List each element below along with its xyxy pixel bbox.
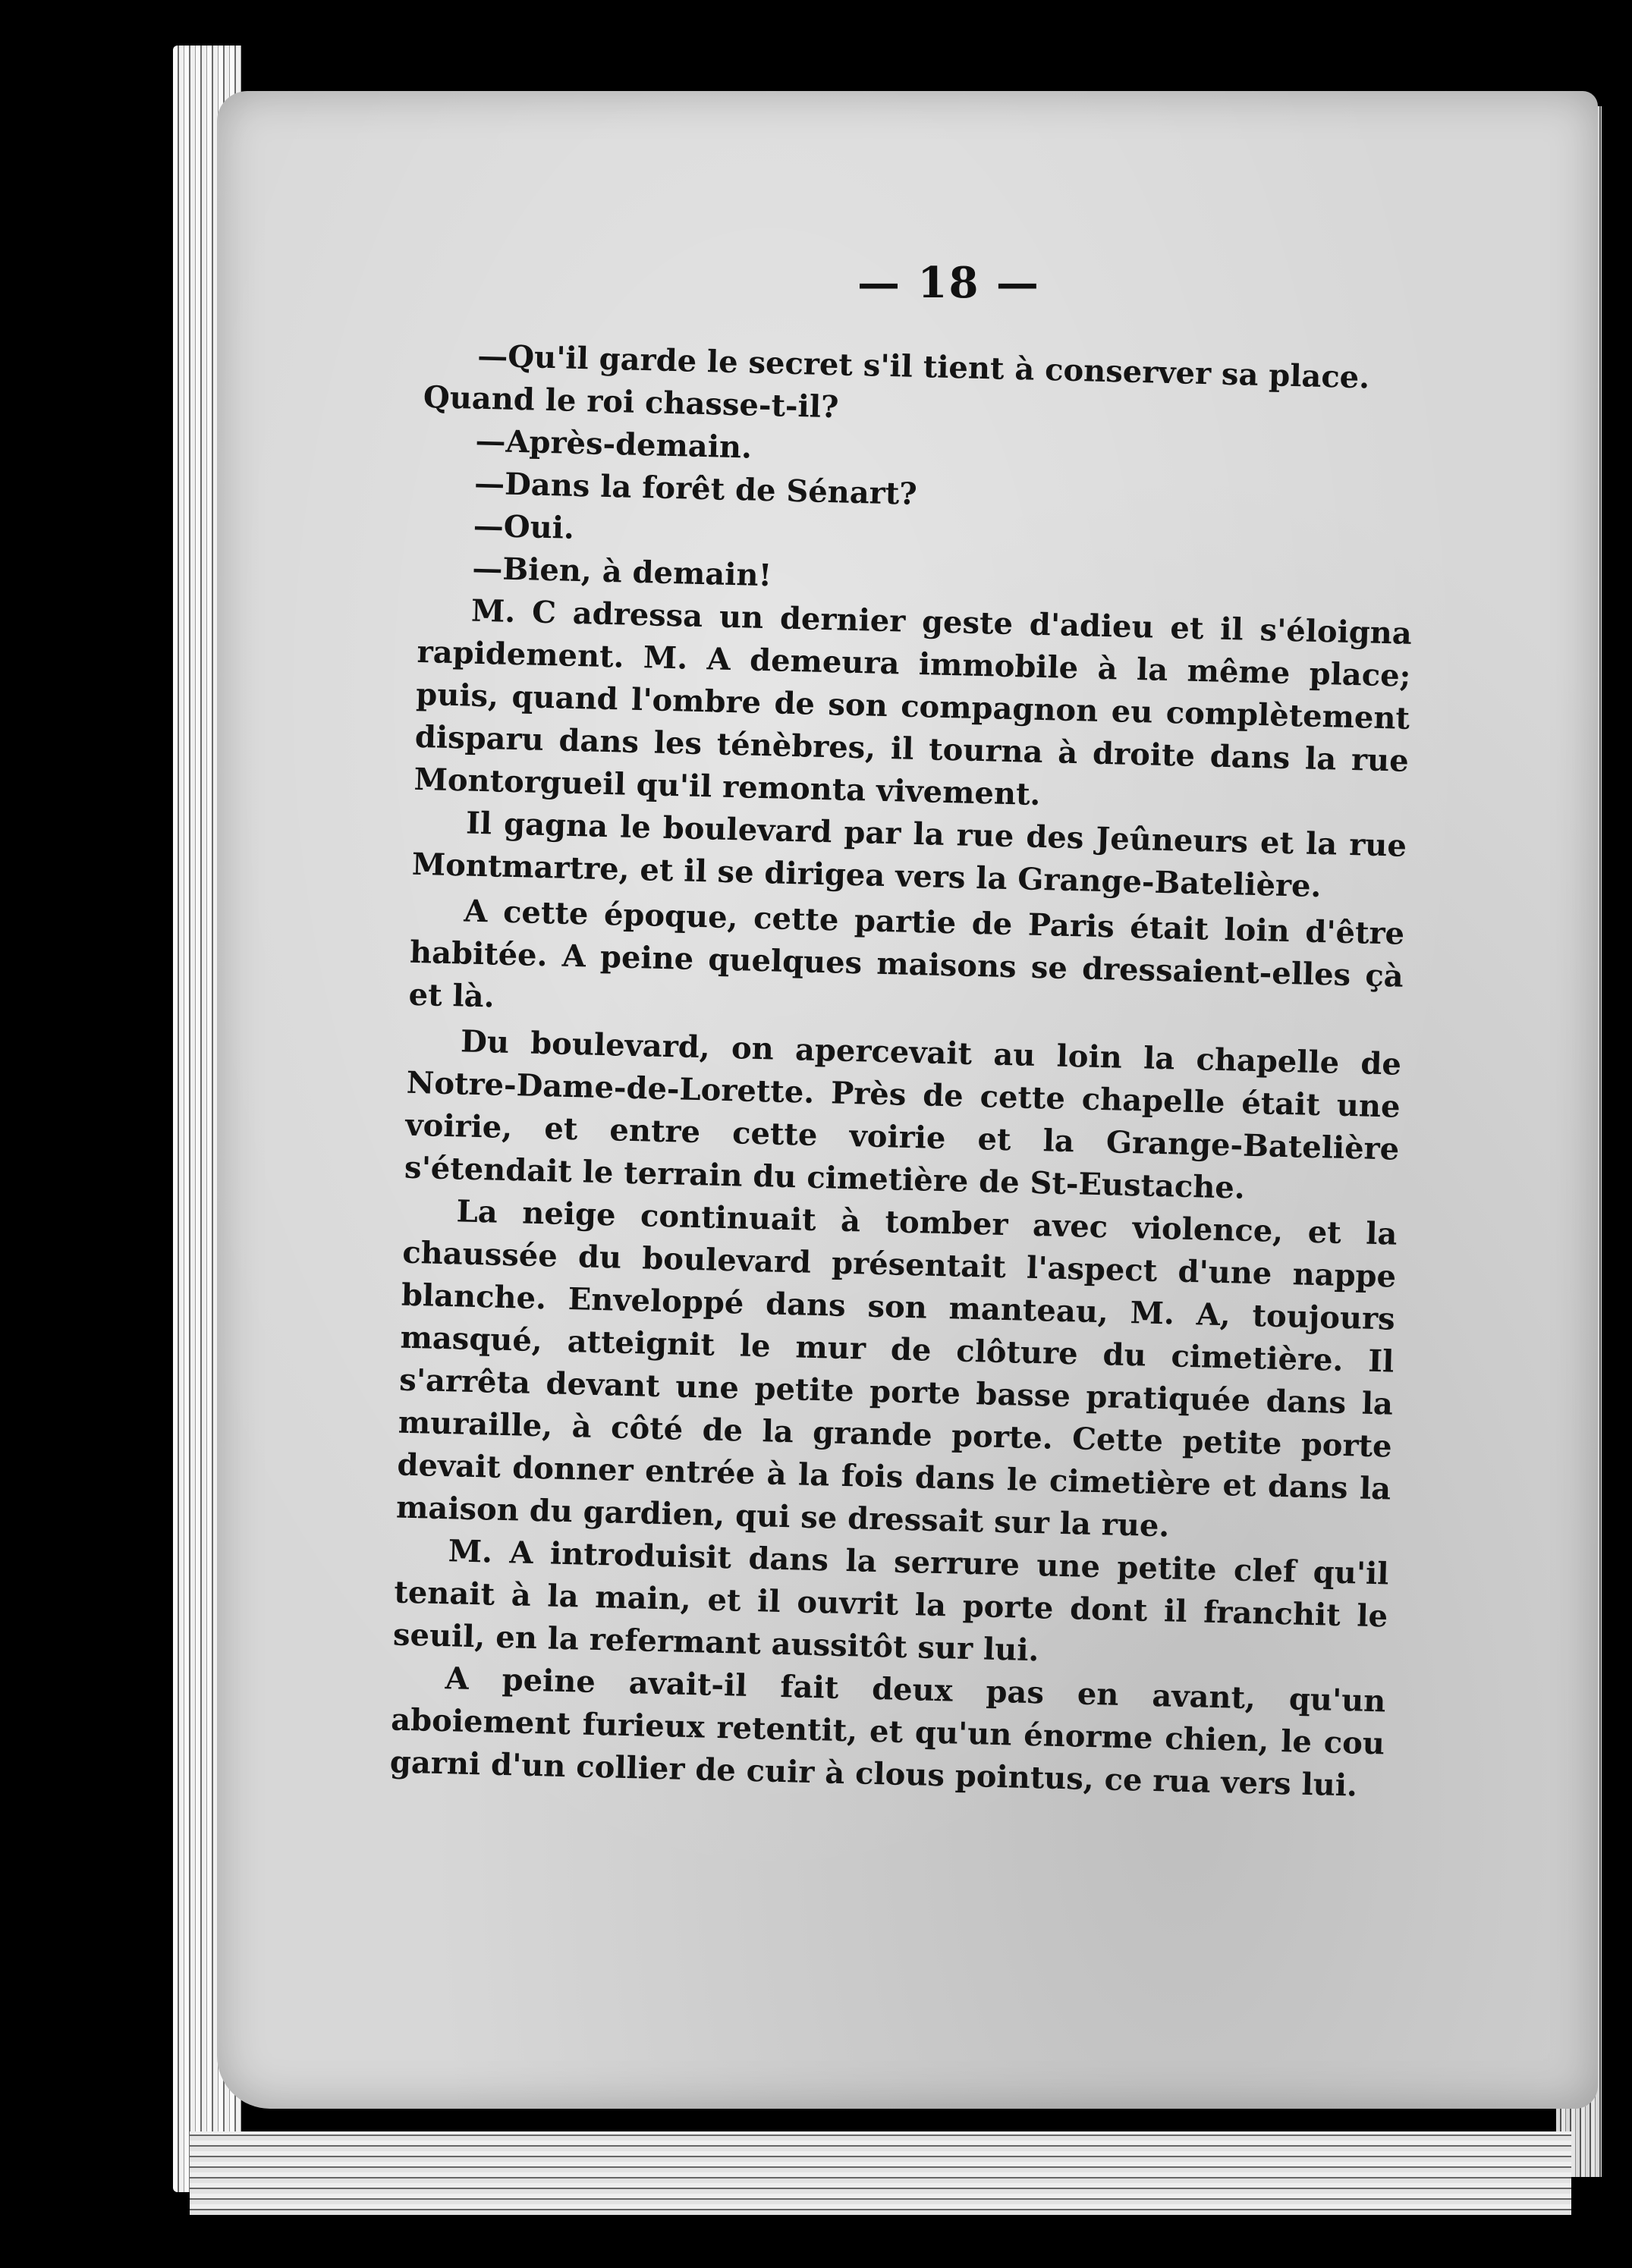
paragraph: Il gagna le boulevard par la rue des Jeûneurs et la rue Montmartre, et il se dirigea vers la Grange-Batelière.	[411, 805, 1407, 905]
page-text-block	[389, 334, 1418, 1808]
paragraph: A peine avait-il fait deux pas en avant, qu'un aboiement furieux retentit, et qu'un énorme chien, le cou garni d'un collier de cuir à clous pointus, ce rua vers lui.	[389, 1660, 1386, 1804]
paragraph: M. C adressa un dernier geste d'adieu et il s'éloigna rapidement. M. A demeura immobile à la même place; puis, quand l'ombre de son compagnon eu complètement disparu dans les ténèbres, il tourna à droite dans la rue Montorgueil qu'il remonta vivement.	[414, 592, 1413, 812]
paragraph: —Après-demain.	[474, 423, 753, 466]
paragraph: —Qu'il garde le secret s'il tient à conserver sa place. Quand le roi chasse-t-il?	[423, 338, 1370, 426]
paragraph: La neige continuait à tomber avec violence, et la chaussée du boulevard présentait l'aspect d'une nappe blanche. Enveloppé dans son manteau, M. A, toujours masqué, atteignit le mur de clôture du cimetière. Il s'arrêta devant une petite porte basse pratiquée dans la muraille, à côté de la grande porte. Cette petite porte devait donner entrée à la fois dans le cimetière et dans la maison du gardien, qui se dressait sur la rue.	[395, 1193, 1398, 1544]
book-page-edges-bottom	[190, 2131, 1571, 2215]
paragraph: —Oui.	[473, 507, 575, 546]
paragraph: Du boulevard, on apercevait au loin la chapelle de Notre-Dame-de-Lorette. Près de cette chapelle était une voirie, et entre cette voirie et la Grange-Batelière s'étendait le terrain du cimetière de St-Eustache.	[404, 1023, 1402, 1206]
page-number: — 18 —	[857, 258, 1040, 308]
paragraph: M. A introduisit dans la serrure une petite clef qu'il tenait à la main, et il ouvrit la porte dont il franchit le seuil, en la refermant aussitôt sur lui.	[392, 1533, 1390, 1669]
paragraph: A cette époque, cette partie de Paris était loin d'être habitée. A peine quelques maisons se dressaient-elles çà et là.	[408, 893, 1405, 1015]
paragraph: —Dans la forêt de Sénart?	[473, 465, 918, 512]
paragraph: —Bien, à demain!	[471, 550, 772, 594]
